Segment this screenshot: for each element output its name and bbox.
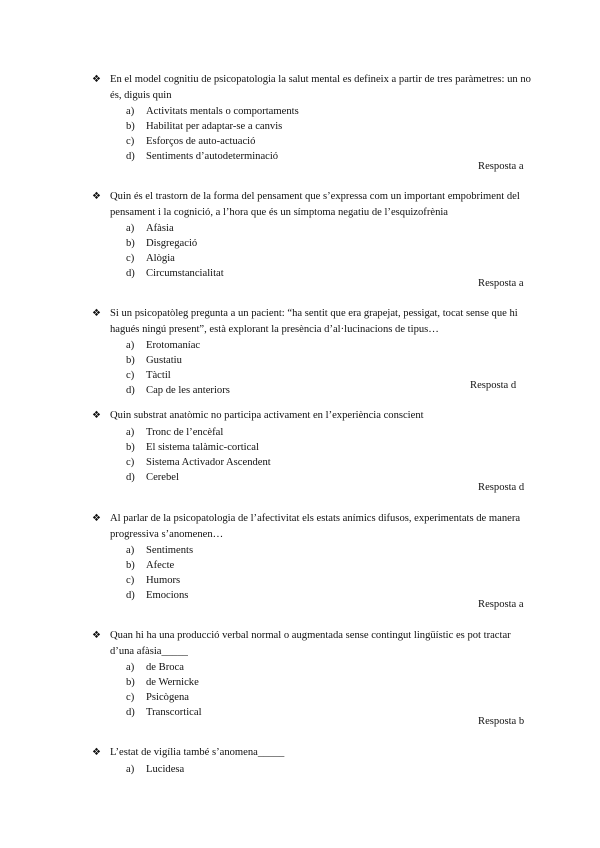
diamond-bullet-icon: ❖ — [92, 74, 101, 85]
options-list — [92, 425, 532, 485]
option-text: Sistema Activador Ascendent — [146, 456, 271, 468]
option-item — [92, 149, 532, 164]
option-letter: c) — [126, 692, 135, 703]
question-block — [92, 189, 532, 281]
option-item — [92, 368, 532, 383]
option-item — [92, 558, 532, 573]
question-text — [92, 408, 532, 424]
answer-label: Resposta a — [478, 599, 524, 610]
options-list — [92, 660, 532, 720]
option-text: Alògia — [146, 253, 175, 264]
option-letter: c) — [126, 370, 135, 381]
answer-label: Resposta d — [470, 380, 517, 391]
diamond-bullet-icon: ❖ — [92, 513, 101, 524]
option-letter: b) — [126, 121, 135, 132]
options-list — [92, 104, 532, 164]
option-item — [92, 338, 532, 353]
option-text: Afàsia — [146, 223, 174, 234]
option-item — [92, 660, 532, 675]
option-text: Sentiments — [146, 545, 194, 556]
question-stem: Al parlar de la psicopatologia de l’afectivitat els estats anímics difusos, experimentats de manera progressiva s’anomenen… — [110, 513, 521, 540]
question-text — [92, 745, 532, 761]
diamond-bullet-icon: ❖ — [92, 308, 101, 319]
option-item — [92, 353, 532, 368]
option-text: de Wernicke — [146, 677, 199, 688]
question-block — [92, 511, 532, 603]
question-block — [92, 408, 532, 485]
option-letter: a) — [126, 662, 135, 673]
option-letter: c) — [126, 456, 135, 468]
option-text: Circumstancialitat — [146, 268, 224, 279]
option-item — [92, 588, 532, 603]
question-text — [92, 189, 532, 220]
option-text: Cap de les anteriors — [146, 385, 230, 396]
option-letter: b) — [126, 355, 135, 366]
option-text: Psicògena — [146, 692, 189, 703]
option-item — [92, 119, 532, 134]
answer-label: Resposta a — [478, 161, 524, 172]
option-letter: a) — [126, 426, 135, 438]
option-item — [92, 470, 532, 485]
option-letter: a) — [126, 763, 135, 775]
option-letter: a) — [126, 340, 135, 351]
option-text: Tronc de l’encèfal — [146, 426, 224, 438]
options-list — [92, 221, 532, 281]
option-item — [92, 675, 532, 690]
option-text: de Broca — [146, 662, 184, 673]
option-letter: a) — [126, 223, 135, 234]
option-letter: c) — [126, 136, 135, 147]
option-letter: b) — [126, 238, 135, 249]
question-block — [92, 306, 532, 398]
option-item — [92, 104, 532, 119]
option-item — [92, 266, 532, 281]
options-list — [92, 762, 532, 777]
option-item — [92, 425, 532, 440]
option-letter: d) — [126, 590, 135, 601]
option-text: Erotomaníac — [146, 340, 201, 351]
option-text: Cerebel — [146, 471, 179, 483]
option-text: Activitats mentals o comportaments — [146, 106, 299, 117]
option-item — [92, 573, 532, 588]
option-text: Lucidesa — [146, 763, 185, 775]
question-text — [92, 628, 532, 659]
option-text: El sistema talàmic-cortical — [146, 441, 259, 453]
question-block — [92, 72, 532, 164]
option-letter: c) — [126, 575, 135, 586]
option-text: Disgregació — [146, 238, 198, 249]
question-stem: Quin substrat anatòmic no participa activament en l’experiència conscient — [110, 410, 424, 421]
option-letter: d) — [126, 151, 135, 162]
option-item — [92, 690, 532, 705]
question-stem: Quan hi ha una producció verbal normal o augmentada sense contingut lingüístic es pot tractar d’una afàsia_____ — [110, 630, 511, 657]
diamond-bullet-icon: ❖ — [92, 410, 101, 421]
option-text: Habilitat per adaptar-se a canvis — [146, 121, 283, 132]
option-text: Emocions — [146, 590, 189, 601]
question-stem: L’estat de vigília també s’anomena_____ — [110, 747, 285, 758]
option-letter: d) — [126, 268, 135, 279]
diamond-bullet-icon: ❖ — [92, 191, 101, 202]
option-letter: a) — [126, 106, 135, 117]
option-text: Transcortical — [146, 707, 202, 718]
question-stem: Si un psicopatòleg pregunta a un pacient: “ha sentit que era grapejat, pessigat, tocat sense que hi hagués ningú present”, està explorant la presència d’al·lucinacions de tipus… — [110, 308, 518, 335]
option-item — [92, 455, 532, 470]
question-stem: Quin és el trastorn de la forma del pensament que s’expressa com un important empobriment del pensament i la cognició, a l’hora que és un símptoma negatiu de l’esquizofrènia — [110, 191, 520, 218]
diamond-bullet-icon: ❖ — [92, 630, 101, 641]
option-text: Humors — [146, 575, 181, 586]
option-item — [92, 221, 532, 236]
option-letter: c) — [126, 253, 135, 264]
option-item — [92, 134, 532, 149]
option-letter: d) — [126, 707, 135, 718]
option-text: Esforços de auto-actuació — [146, 136, 256, 147]
option-text: Tàctil — [146, 370, 171, 381]
question-text — [92, 306, 532, 337]
option-letter: b) — [126, 560, 135, 571]
option-letter: d) — [126, 385, 135, 396]
question-text — [92, 72, 532, 103]
answer-label: Resposta d — [478, 482, 525, 493]
question-stem: En el model cognitiu de psicopatologia la salut mental es defineix a partir de tres paràmetres: un no és, diguis quin — [110, 74, 531, 101]
option-letter: a) — [126, 545, 135, 556]
option-item — [92, 383, 532, 398]
option-text: Sentiments d’autodeterminació — [146, 151, 279, 162]
question-block — [92, 745, 532, 777]
question-text — [92, 511, 532, 542]
option-letter: d) — [126, 471, 135, 483]
options-list — [92, 543, 532, 603]
option-item — [92, 236, 532, 251]
option-item — [92, 251, 532, 266]
option-letter: b) — [126, 677, 135, 688]
answer-label: Resposta a — [478, 278, 524, 289]
question-block — [92, 628, 532, 720]
answer-label: Resposta b — [478, 716, 525, 727]
diamond-bullet-icon: ❖ — [92, 747, 101, 758]
option-item — [92, 440, 532, 455]
option-item — [92, 705, 532, 720]
options-list — [92, 338, 532, 398]
option-item — [92, 543, 532, 558]
option-item — [92, 762, 532, 777]
option-text: Gustatiu — [146, 355, 182, 366]
option-letter: b) — [126, 441, 135, 453]
option-text: Afecte — [146, 560, 175, 571]
